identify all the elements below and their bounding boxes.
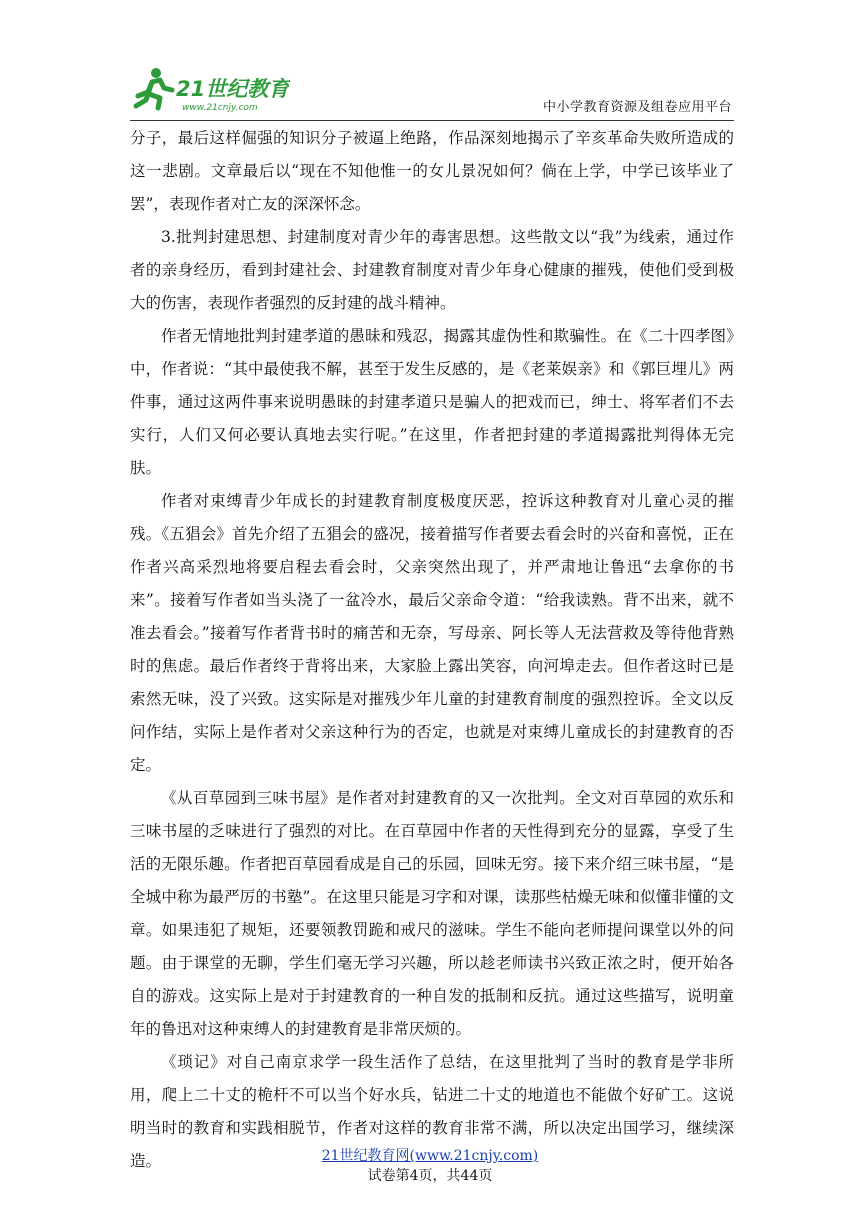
page-info: 试卷第4页，共44页	[367, 1168, 493, 1184]
running-man-logo-icon	[130, 62, 290, 116]
site-logo[interactable]	[130, 62, 290, 116]
page-header	[130, 60, 734, 121]
paragraph: 《琐记》对自己南京求学一段生活作了总结，在这里批判了当时的教育是学非所用，爬上二十丈的桅杆不可以当个好水兵，钻进二十丈的地道也不能做个好矿工。这说明当时的教育和实践相脱节，作者对这样的教育非常不满，所以决定出国学习，继续深造。	[130, 1053, 734, 1170]
logo-main-text: 21世纪教育	[176, 77, 290, 101]
paragraph: 3.批判封建思想、封建制度对青少年的毒害思想。这些散文以“我”为线索，通过作者的亲身经历，看到封建社会、封建教育制度对青少年身心健康的摧残，使他们受到极大的伤害，表现作者强烈的反封建的战斗精神。	[130, 228, 734, 312]
paragraph: 作者对束缚青少年成长的封建教育制度极度厌恶，控诉这种教育对儿童心灵的摧残。《五猖会》首先介绍了五猖会的盛况，接着描写作者要去看会时的兴奋和喜悦，正在作者兴高采烈地将要启程去看会时，父亲突然出现了，并严肃地让鲁迅“去拿你的书来”。接着写作者如当头浇了一盆冷水，最后父亲命令道：“给我读熟。背不出来，就不准去看会。”接着写作者背书时的痛苦和无奈，写母亲、阿长等人无法营救及等待他背熟时的焦虑。最后作者终于背将出来，大家脸上露出笑容，向河埠走去。但作者这时已是索然无味，没了兴致。这实际是对摧残少年儿童的封建教育制度的强烈控诉。全文以反问作结，实际上是作者对父亲这种行为的否定，也就是对束缚儿童成长的封建教育的否定。	[130, 492, 734, 774]
site-link[interactable]: 21世纪教育网(www.21cnjy.com)	[321, 1148, 539, 1164]
paragraph: 《从百草园到三味书屋》是作者对封建教育的又一次批判。全文对百草园的欢乐和三味书屋的乏味进行了强烈的对比。在百草园中作者的天性得到充分的显露，享受了生活的无限乐趣。作者把百草园看成是自己的乐园，回味无穷。接下来介绍三味书屋，“是全城中称为最严厉的书塾”。在这里只能是习字和对课，读那些枯燥无味和似懂非懂的文章。如果违犯了规矩，还要领教罚跪和戒尺的滋味。学生不能向老师提问课堂以外的问题。由于课堂的无聊，学生们毫无学习兴趣，所以趁老师读书兴致正浓之时，便开始各自的游戏。这实际上是对于封建教育的一种自发的抵制和反抗。通过这些描写，说明童年的鲁迅对这种束缚人的封建教育是非常厌烦的。	[130, 789, 734, 1038]
platform-name: 中小学教育资源及组卷应用平台	[542, 100, 732, 115]
paragraph: 作者无情地批判封建孝道的愚昧和残忍，揭露其虚伪性和欺骗性。在《二十四孝图》中，作者说：“其中最使我不解，甚至于发生反感的，是《老莱娱亲》和《郭巨埋儿》两件事，通过这两件事来说明愚昧的封建孝道只是骗人的把戏而已，绅士、将军者们不去实行，人们又何必要认真地去实行呢。”在这里，作者把封建的孝道揭露批判得体无完肤。	[130, 327, 734, 477]
page-footer	[0, 1146, 860, 1186]
logo-url-text: www.21cnjy.com	[182, 103, 258, 113]
paragraph: 分子，最后这样倔强的知识分子被逼上绝路，作品深刻地揭示了辛亥革命失败所造成的这一悲剧。文章最后以“现在不知他惟一的女儿景况如何？倘在上学，中学已该毕业了罢”，表现作者对亡友的深深怀念。	[130, 129, 734, 213]
document-body	[130, 122, 734, 1178]
